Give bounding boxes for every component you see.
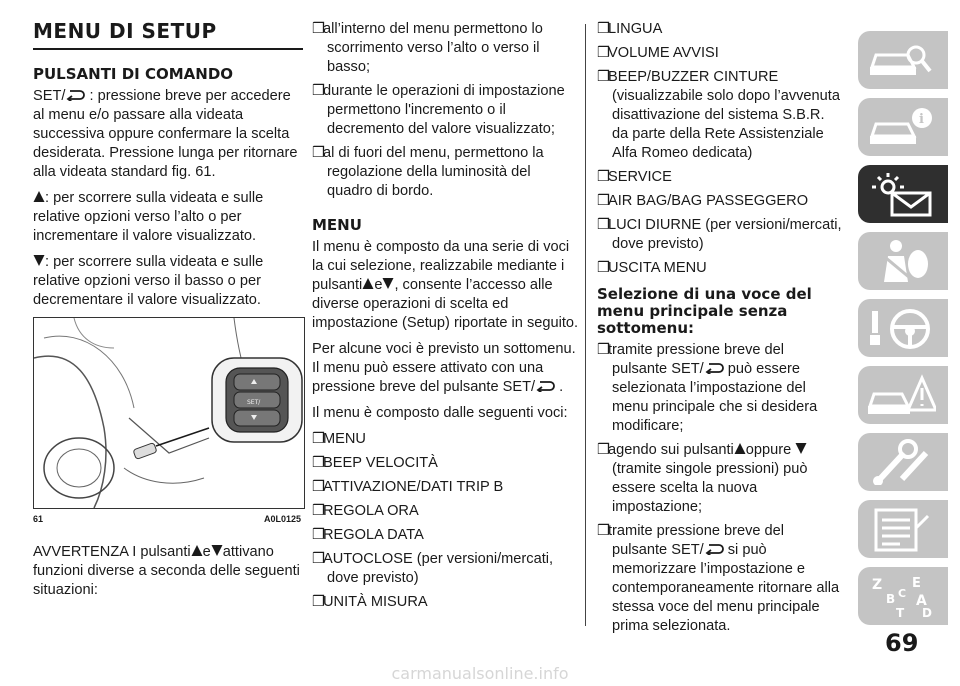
list-item: ❒LINGUA <box>597 21 663 37</box>
tab-car-info[interactable] <box>858 98 948 156</box>
menu-paragraph-1: Il menu è composto da una serie di voci la cui selezione, realizzabile mediante i pulsanti e , consente l’accesso alle diverse operazioni di scelta ed impostazione (Setup) riportate in seguito. <box>312 239 579 331</box>
svg-text:A: A <box>916 593 927 609</box>
svg-text:Z: Z <box>872 577 883 593</box>
svg-text:C: C <box>898 587 907 600</box>
menu-paragraph-3: Il menu è composto dalle seguenti voci: <box>312 405 568 421</box>
document-list-icon <box>866 506 936 552</box>
return-arrow-icon <box>535 380 555 392</box>
list-item: ❒all’interno del menu permettono lo scorrimento verso l’alto o verso il basso; <box>312 21 543 75</box>
list-item: ❒SERVICE <box>597 169 672 185</box>
tab-driving[interactable] <box>858 299 948 357</box>
section-heading-selezione: Selezione di una voce del menu principale senza sottomenu: <box>597 285 812 337</box>
list-item: ❒AIR BAG/BAG PASSEGGERO <box>597 193 809 209</box>
tab-warning-lights[interactable] <box>858 165 948 223</box>
down-triangle-icon <box>33 254 45 267</box>
list-item: ❒VOLUME AVVISI <box>597 45 719 61</box>
tab-index[interactable] <box>858 567 948 625</box>
list-item: ❒AUTOCLOSE (per versioni/mercati, dove previsto) <box>312 551 554 586</box>
watermark: carmanualsonline.info <box>391 664 569 683</box>
list-item: ❒USCITA MENU <box>597 260 707 276</box>
wrench-icon <box>866 439 936 485</box>
up-triangle-icon <box>33 190 45 203</box>
svg-text:E: E <box>912 576 921 591</box>
set-button-description: SET/ : pressione breve per accedere al menu e/o passare alla videata successiva oppure confermare la scelta desiderata. Pressione lunga per ritornare alla videata standard fig. 61. <box>33 88 298 180</box>
avvertenza-paragraph: AVVERTENZA I pulsanti e attivano funzioni diverse a seconda delle seguenti situazioni: <box>33 544 300 598</box>
list-item: ❒LUCI DIURNE (per versioni/mercati, dove previsto) <box>597 217 842 252</box>
list-item: ❒BEEP/BUZZER CINTURE (visualizzabile solo dopo l’avvenuta disattivazione del sistema S.B.R. da parte della Rete Assistenziale Alfa Romeo dedicata) <box>597 69 840 161</box>
figure-code: A0L0125 <box>263 514 301 524</box>
menu-paragraph-2: Per alcune voci è previsto un sottomenu. Il menu può essere attivato con una pressione breve del pulsante SET/ . <box>312 341 576 395</box>
up-triangle-icon <box>191 544 203 557</box>
list-item: ❒agendo sui pulsanti oppure (tramite singole pressioni) può essere scelta la nuova impostazione; <box>597 442 808 515</box>
car-breakdown-icon <box>866 372 936 418</box>
column-2 <box>312 20 580 617</box>
figure-61 <box>33 317 305 509</box>
list-item: ❒ATTIVAZIONE/DATI TRIP B <box>312 479 504 495</box>
steering-wheel-icon <box>866 305 936 351</box>
down-triangle-icon <box>795 442 807 455</box>
section-heading-pulsanti: PULSANTI DI COMANDO <box>33 65 234 83</box>
down-triangle-icon <box>382 277 394 290</box>
list-item: ❒MENU <box>312 431 366 447</box>
car-info-icon <box>866 104 936 150</box>
figure-number: 61 <box>33 514 44 524</box>
list-item: ❒REGOLA ORA <box>312 503 419 519</box>
up-triangle-icon <box>734 442 746 455</box>
list-item: ❒UNITÀ MISURA <box>312 594 428 610</box>
tab-emergency[interactable] <box>858 366 948 424</box>
up-triangle-icon <box>362 277 374 290</box>
tab-technical-data[interactable] <box>858 500 948 558</box>
tab-maintenance[interactable] <box>858 433 948 491</box>
warning-light-mail-icon <box>866 171 936 217</box>
figure-set-label: SET/ <box>247 399 261 406</box>
seatbelt-airbag-icon <box>866 238 936 284</box>
list-item: ❒durante le operazioni di impostazione permettono l'incremento o il decremento del valore visualizzato; <box>312 83 565 137</box>
return-arrow-icon <box>704 362 724 374</box>
list-item: ❒tramite pressione breve del pulsante SET/ può essere selezionata l’impostazione del menu principale che si desidera modificare; <box>597 342 818 434</box>
page-title: MENU DI SETUP <box>33 20 303 50</box>
figure-caption <box>33 509 303 529</box>
tab-safety[interactable] <box>858 232 948 290</box>
tab-car-search[interactable] <box>858 31 948 89</box>
svg-text:B: B <box>886 592 896 606</box>
list-item: ❒BEEP VELOCITÀ <box>312 455 438 471</box>
return-arrow-icon <box>704 543 724 555</box>
section-heading-menu: MENU <box>312 216 362 234</box>
alphabet-index-icon <box>866 573 936 619</box>
list-item: ❒al di fuori del menu, permettono la regolazione della luminosità del quadro di bordo. <box>312 145 544 199</box>
down-button-description: : per scorrere sulla videata e sulle relative opzioni verso il basso o per decrementare il valore visualizzato. <box>33 254 264 308</box>
list-item: ❒REGOLA DATA <box>312 527 424 543</box>
svg-text:D: D <box>922 606 932 619</box>
column-1 <box>33 20 303 607</box>
svg-text:T: T <box>896 606 905 619</box>
chapter-tabs <box>858 31 948 634</box>
page-number: 69 <box>885 629 919 657</box>
up-button-description: : per scorrere sulla videata e sulle relative opzioni verso l’alto o per incrementare il valore visualizzato. <box>33 190 264 244</box>
down-triangle-icon <box>211 544 223 557</box>
column-3 <box>597 20 842 641</box>
svg-text:i: i <box>919 112 924 127</box>
list-item: ❒tramite pressione breve del pulsante SET/ si può memorizzare l’impostazione e contemporaneamente ritornare alla stessa voce del menu principale prima selezionata. <box>597 523 840 634</box>
column-divider <box>585 24 586 626</box>
car-search-icon <box>866 37 936 83</box>
steering-column-illustration <box>34 318 304 508</box>
return-arrow-icon <box>65 89 85 101</box>
